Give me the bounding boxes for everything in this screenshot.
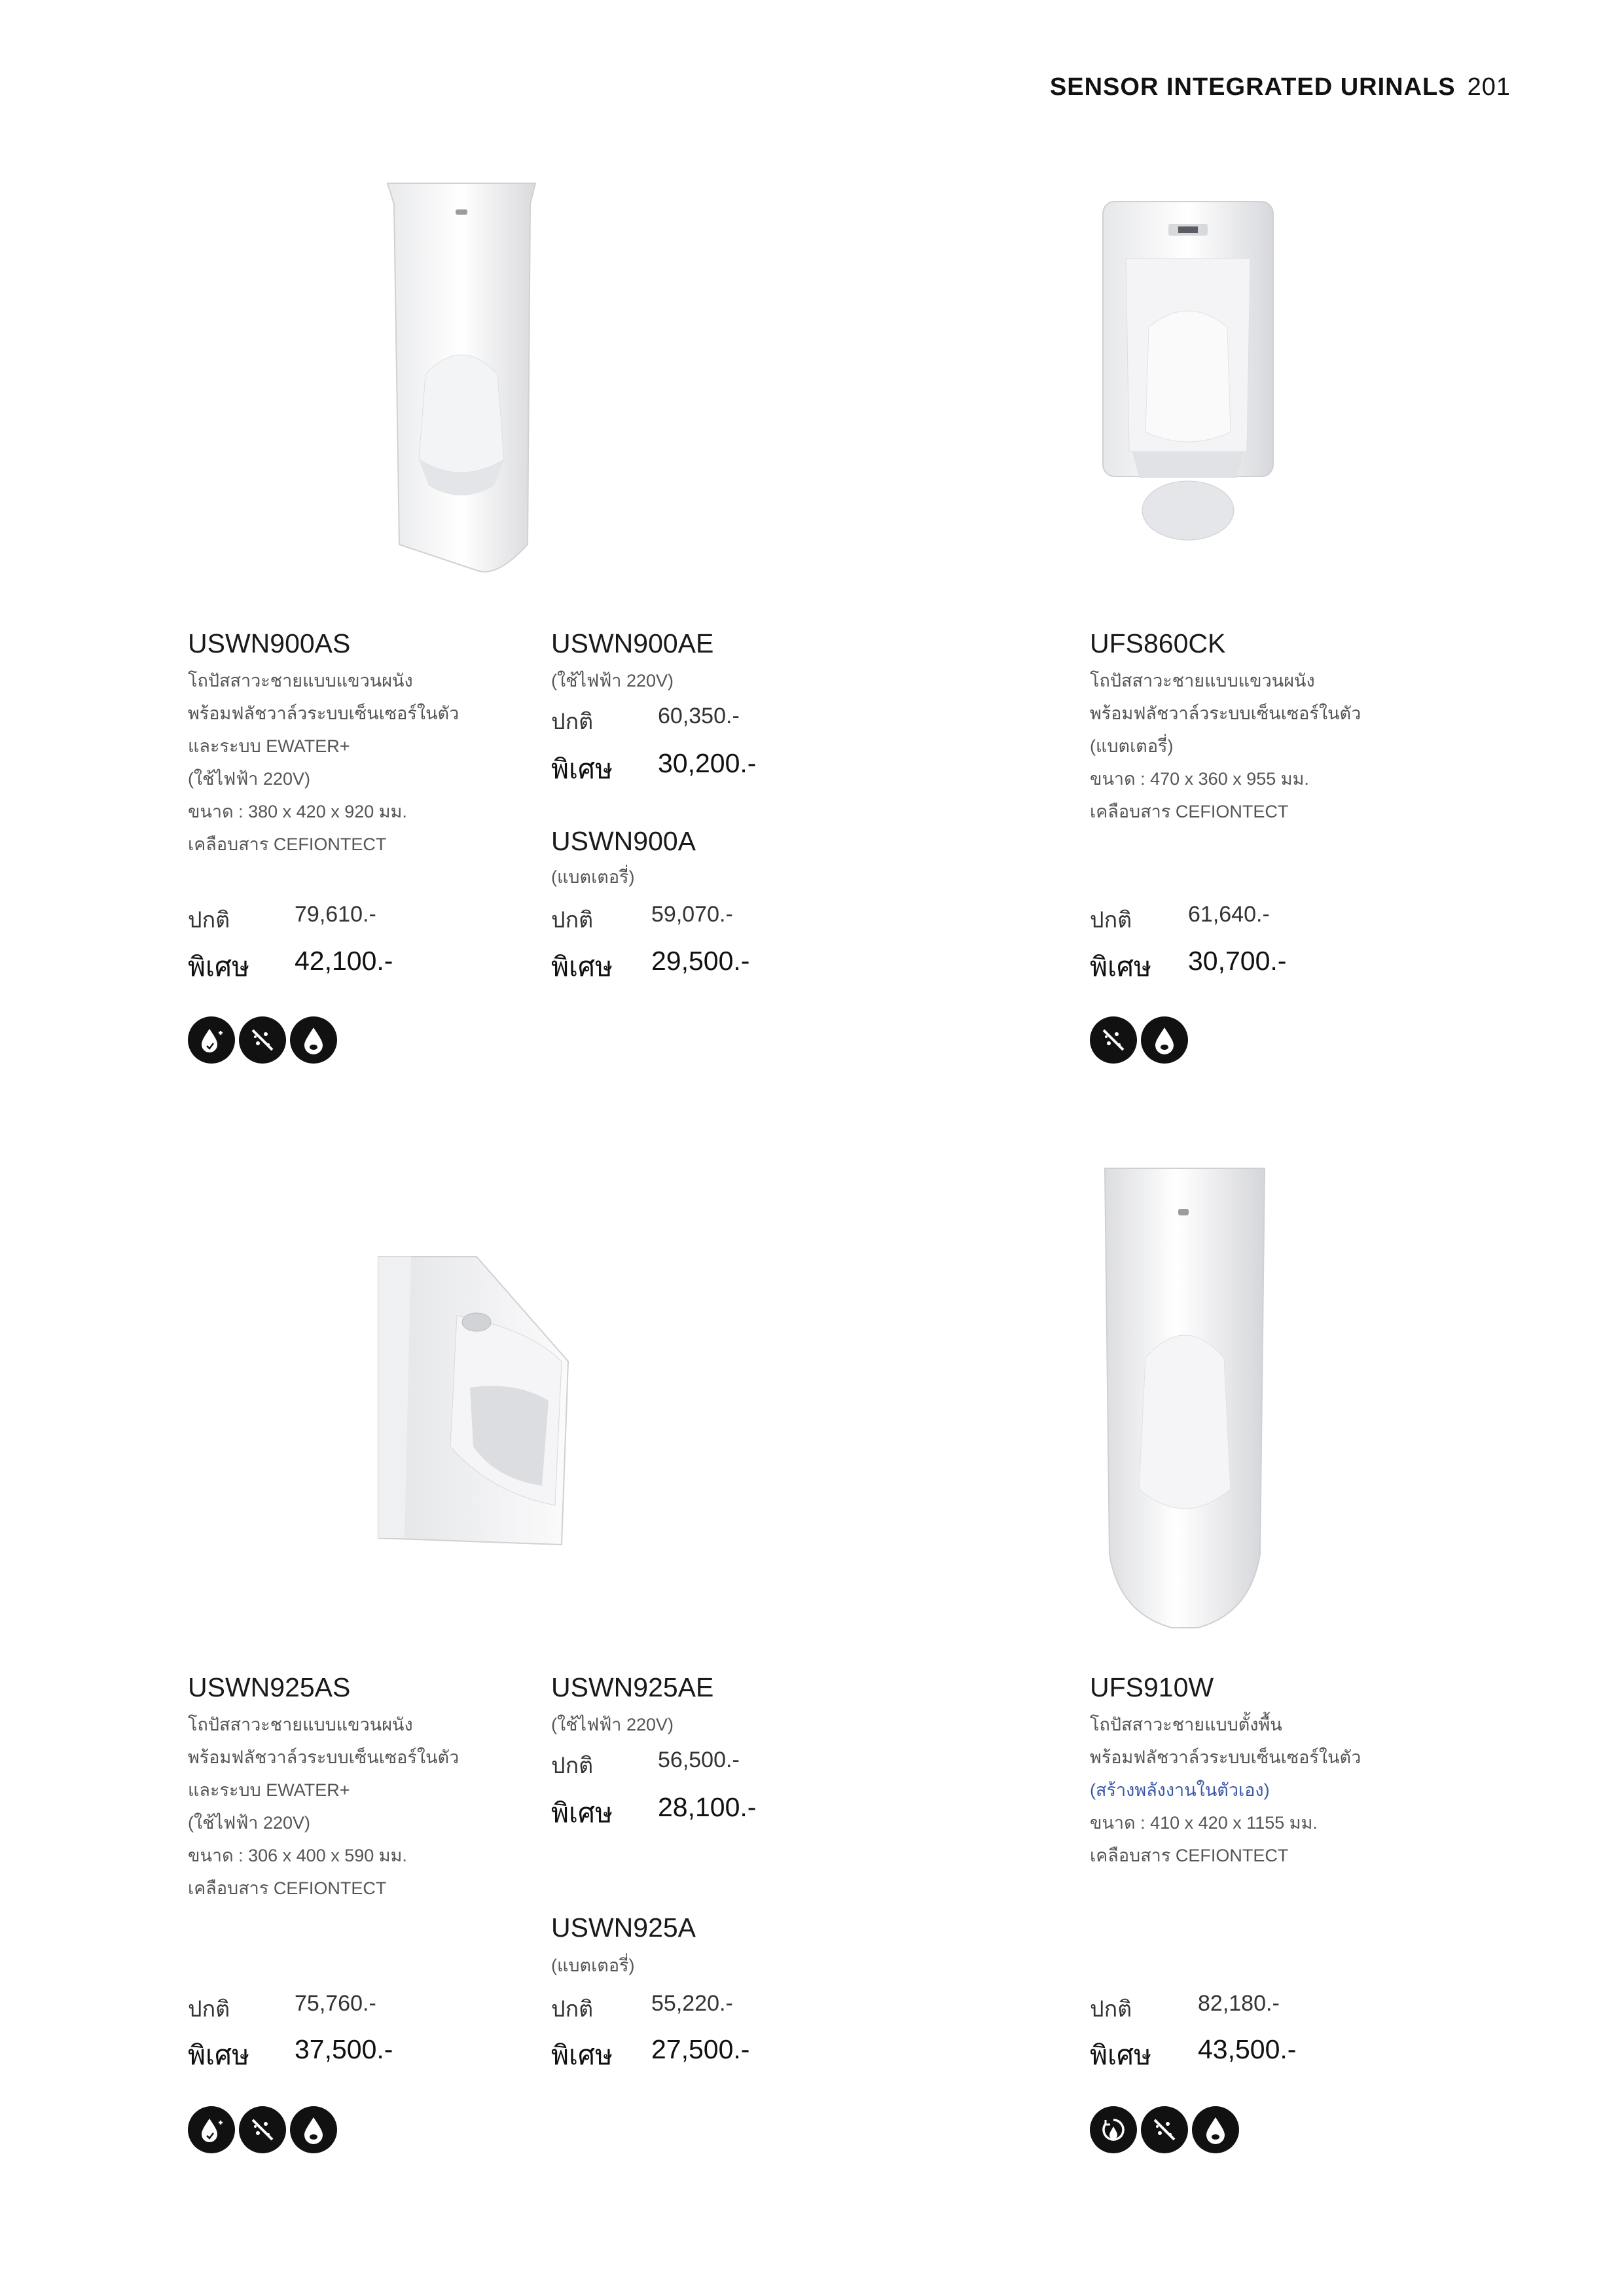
description-line: โถปัสสาวะชายแบบตั้งพื้น [1090, 1715, 1282, 1734]
ufs860ck-code: UFS860CK [1090, 628, 1226, 658]
ufs910w-normal-price: 82,180.- [1198, 1991, 1280, 2016]
ufs910w-product-image [1100, 1162, 1270, 1633]
normal-price-label: ปกติ [1090, 1997, 1132, 2022]
description-line: ขนาด : 380 x 420 x 920 มม. [188, 802, 407, 821]
description-line: ขนาด : 306 x 400 x 590 มม. [188, 1846, 407, 1865]
section-title: SENSOR INTEGRATED URINALS [1049, 73, 1456, 101]
uswn925ae-code: USWN925AE [551, 1672, 714, 1702]
special-price-label: พิเศษ [1090, 952, 1152, 982]
uswn925ae-description: (ใช้ไฟฟ้า 220V) [551, 1715, 674, 1734]
uswn925as-feature-icons [188, 2106, 337, 2153]
description-line: (แบตเตอรี่) [1090, 736, 1174, 756]
normal-price-label: ปกติ [551, 908, 594, 933]
description-line: เคลือบสาร CEFIONTECT [1090, 802, 1289, 821]
special-price-label: พิเศษ [551, 2040, 613, 2070]
cefiontect-icon [1090, 1016, 1137, 1064]
description-line: (ใช้ไฟฟ้า 220V) [188, 1813, 311, 1833]
normal-price-label: ปกติ [551, 1997, 594, 2022]
ufs860ck-special-price: 30,700.- [1188, 946, 1287, 976]
normal-price-label: ปกติ [551, 709, 594, 734]
description-line: และระบบ EWATER+ [188, 1780, 350, 1800]
ufs860ck-description [1090, 664, 1361, 828]
uswn900as-description [188, 664, 459, 861]
uswn925ae-special-price: 28,100.- [658, 1792, 757, 1822]
description-line-highlight: (สร้างพลังงานในตัวเอง) [1090, 1780, 1270, 1800]
normal-price-label: ปกติ [188, 1997, 230, 2022]
water-saving-icon [290, 1016, 337, 1064]
hydro-power-icon [1090, 2106, 1137, 2153]
uswn900ae-special-price: 30,200.- [658, 748, 757, 778]
cefiontect-icon [1141, 2106, 1188, 2153]
uswn900as-feature-icons [188, 1016, 337, 1064]
uswn900as-product-image [380, 178, 543, 577]
cefiontect-icon [239, 1016, 286, 1064]
water-saving-icon [1141, 1016, 1188, 1064]
water-saving-icon [1192, 2106, 1239, 2153]
ufs910w-code: UFS910W [1090, 1672, 1214, 1702]
description-line: เคลือบสาร CEFIONTECT [188, 1878, 387, 1898]
uswn900ae-normal-price: 60,350.- [658, 704, 740, 728]
description-line: โถปัสสาวะชายแบบแขวนผนัง [188, 1715, 413, 1734]
uswn900as-code: USWN900AS [188, 628, 351, 658]
uswn925as-code: USWN925AS [188, 1672, 351, 1702]
uswn900ae-code: USWN900AE [551, 628, 714, 658]
ufs860ck-feature-icons [1090, 1016, 1188, 1064]
uswn925as-product-image [359, 1230, 581, 1558]
normal-price-label: ปกติ [1090, 908, 1132, 933]
description-line: พร้อมฟลัชวาล์วระบบเซ็นเซอร์ในตัว [1090, 704, 1361, 723]
special-price-label: พิเศษ [551, 1798, 613, 1828]
description-line: พร้อมฟลัชวาล์วระบบเซ็นเซอร์ในตัว [188, 704, 460, 723]
water-saving-icon [290, 2106, 337, 2153]
description-line: โถปัสสาวะชายแบบแขวนผนัง [1090, 671, 1315, 691]
ufs860ck-normal-price: 61,640.- [1188, 902, 1270, 927]
page-header [1050, 73, 1511, 101]
description-line: พร้อมฟลัชวาล์วระบบเซ็นเซอร์ในตัว [188, 1748, 460, 1767]
ewater-plus-icon [188, 1016, 235, 1064]
special-price-label: พิเศษ [188, 952, 250, 982]
description-line: ขนาด : 470 x 360 x 955 มม. [1090, 769, 1309, 789]
uswn900as-special-price: 42,100.- [295, 946, 393, 976]
uswn925as-special-price: 37,500.- [295, 2034, 393, 2064]
ufs910w-description [1090, 1708, 1361, 1872]
cefiontect-icon [239, 2106, 286, 2153]
uswn900a-special-price: 29,500.- [651, 946, 750, 976]
ufs910w-special-price: 43,500.- [1198, 2034, 1297, 2064]
page-number: 201 [1467, 73, 1511, 101]
special-price-label: พิเศษ [551, 952, 613, 982]
description-line: (ใช้ไฟฟ้า 220V) [188, 769, 311, 789]
uswn900as-normal-price: 79,610.- [295, 902, 376, 927]
description-line: เคลือบสาร CEFIONTECT [188, 834, 387, 854]
description-line: โถปัสสาวะชายแบบแขวนผนัง [188, 671, 413, 691]
ewater-plus-icon [188, 2106, 235, 2153]
uswn925as-normal-price: 75,760.- [295, 1991, 376, 2016]
ufs910w-feature-icons [1090, 2106, 1239, 2153]
uswn925a-description: (แบตเตอรี่) [551, 1956, 635, 1975]
description-line: เคลือบสาร CEFIONTECT [1090, 1846, 1289, 1865]
uswn925a-normal-price: 55,220.- [651, 1991, 733, 2016]
special-price-label: พิเศษ [551, 754, 613, 784]
special-price-label: พิเศษ [188, 2040, 250, 2070]
uswn925ae-normal-price: 56,500.- [658, 1748, 740, 1772]
uswn925as-description [188, 1708, 459, 1905]
uswn900ae-description: (ใช้ไฟฟ้า 220V) [551, 671, 674, 691]
special-price-label: พิเศษ [1090, 2040, 1152, 2070]
description-line: และระบบ EWATER+ [188, 736, 350, 756]
uswn925a-code: USWN925A [551, 1912, 696, 1943]
normal-price-label: ปกติ [188, 908, 230, 933]
uswn900a-description: (แบตเตอรี่) [551, 867, 635, 887]
description-line: พร้อมฟลัชวาล์วระบบเซ็นเซอร์ในตัว [1090, 1748, 1361, 1767]
normal-price-label: ปกติ [551, 1753, 594, 1778]
description-line: ขนาด : 410 x 420 x 1155 มม. [1090, 1813, 1318, 1833]
uswn900a-normal-price: 59,070.- [651, 902, 733, 927]
ufs860ck-product-image [1096, 196, 1280, 543]
uswn900a-code: USWN900A [551, 826, 696, 856]
uswn925a-special-price: 27,500.- [651, 2034, 750, 2064]
